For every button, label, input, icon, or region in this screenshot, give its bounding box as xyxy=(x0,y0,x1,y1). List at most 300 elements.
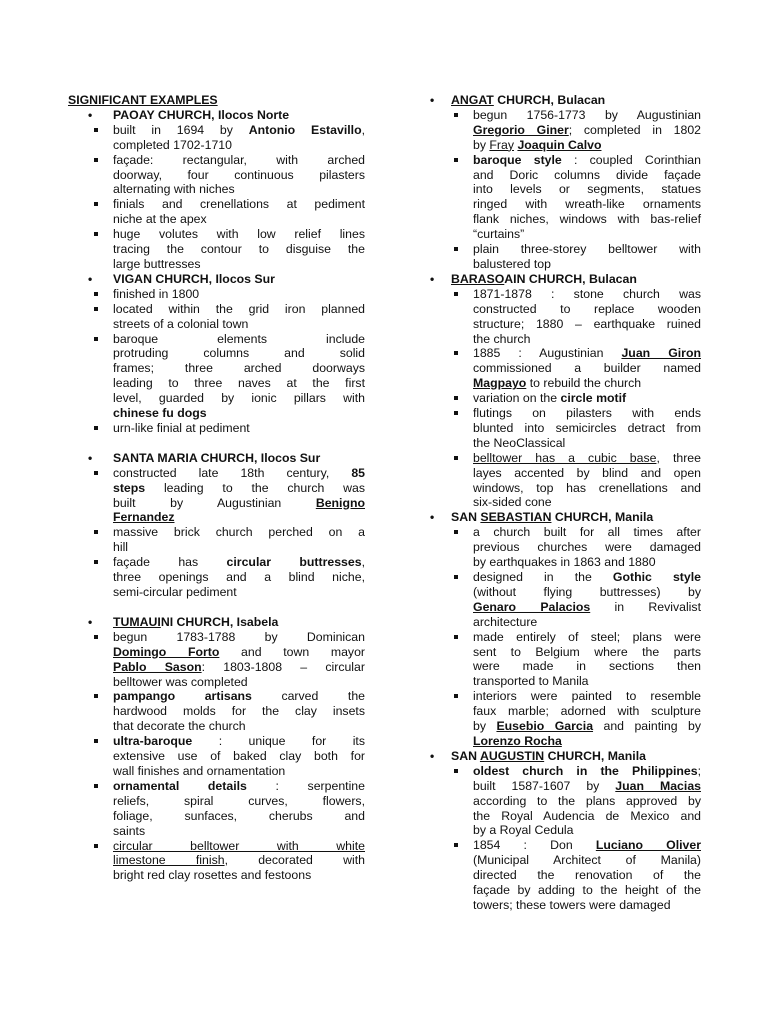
text-run: baroque style xyxy=(473,152,562,167)
text-line xyxy=(113,585,365,600)
text-line xyxy=(473,481,701,496)
text-run: Joaquin Calvo xyxy=(517,137,602,152)
text-line xyxy=(473,823,701,838)
text-line xyxy=(113,764,365,779)
text-run: massive brick church perched on a xyxy=(113,525,365,540)
text-line xyxy=(473,421,701,436)
title-part: SAN xyxy=(451,748,480,763)
text-run: in Revivalist xyxy=(590,599,701,614)
square-bullet-icon xyxy=(94,292,98,296)
text-line xyxy=(473,794,701,809)
text-line xyxy=(473,302,701,317)
text-line xyxy=(113,123,365,138)
church-entry xyxy=(427,749,701,913)
square-bullet-icon xyxy=(94,784,98,788)
square-bullet-icon xyxy=(454,769,458,773)
text-line xyxy=(113,675,365,690)
right-column xyxy=(427,93,701,913)
text-line xyxy=(473,600,701,615)
text-run: by xyxy=(473,137,490,152)
text-run: protruding columns and solid xyxy=(113,346,365,361)
feature-item xyxy=(68,153,365,198)
bullet-icon: • xyxy=(430,748,435,763)
text-run: plain three-storey belltower with xyxy=(473,242,701,257)
text-line xyxy=(113,645,365,660)
text-run: , xyxy=(361,555,365,570)
title-part: SAN xyxy=(451,510,481,525)
text-line xyxy=(113,839,365,854)
text-run: huge volutes with low relief lines xyxy=(113,227,365,242)
text-run: semi-circular pediment xyxy=(113,585,237,599)
feature-item xyxy=(427,108,701,153)
text-run: Pablo Sason xyxy=(113,659,202,674)
text-run: a church built for all times after xyxy=(473,525,701,540)
church-title xyxy=(430,271,701,287)
text-run: : unique for its xyxy=(192,734,365,749)
text-line xyxy=(473,525,701,540)
text-line xyxy=(113,361,365,376)
feature-item xyxy=(427,287,701,347)
left-column xyxy=(68,93,365,883)
text-run: 1854 : Don xyxy=(473,838,596,853)
text-run: to rebuild the church xyxy=(526,376,642,391)
text-line xyxy=(113,510,365,525)
text-run: ringed with wreath-like ornaments xyxy=(473,197,701,212)
title-underlined: ANGAT xyxy=(451,93,494,107)
church-entry xyxy=(68,615,365,883)
text-line xyxy=(473,287,701,302)
text-run: circular belltower with white xyxy=(113,838,365,853)
title-underlined: AUGUSTIN xyxy=(479,748,545,763)
title-part: NI CHURCH, Isabela xyxy=(160,614,279,629)
feature-list xyxy=(113,466,365,600)
text-run: the Royal Audencia de Mexico and xyxy=(473,808,701,823)
text-run: limestone finish xyxy=(113,853,225,868)
feature-item xyxy=(68,734,365,779)
title-part: CHURCH, Manila xyxy=(551,510,654,525)
text-line xyxy=(113,555,365,570)
feature-item xyxy=(68,839,365,884)
text-run: balustered top xyxy=(473,256,551,271)
text-run: leading to three naves at the first xyxy=(113,376,365,391)
church-entry xyxy=(427,93,701,272)
text-run: windows, top has crenellations and xyxy=(473,480,701,495)
text-run: tracing the contour to disguise the xyxy=(113,242,365,257)
text-run: (Municipal Architect of Manila) xyxy=(473,853,701,868)
church-entry xyxy=(68,108,365,272)
text-line xyxy=(473,197,701,212)
text-run: circle motif xyxy=(560,391,627,406)
square-bullet-icon xyxy=(454,351,458,355)
text-line xyxy=(113,346,365,361)
square-bullet-icon xyxy=(454,575,458,579)
text-run: built by Augustinian xyxy=(113,495,316,510)
text-run: Gothic style xyxy=(612,570,701,584)
text-run: and Doric columns divide façade xyxy=(473,167,701,182)
text-line xyxy=(473,451,701,466)
text-line xyxy=(113,257,365,272)
text-run: foliage, sunfaces, cherubs and xyxy=(113,808,365,823)
church-title xyxy=(430,748,701,764)
text-run: frames; three arched doorways xyxy=(113,361,365,376)
text-run: previous churches were damaged xyxy=(473,540,701,555)
text-run: wall finishes and ornamentation xyxy=(113,763,286,778)
bullet-icon: • xyxy=(430,93,435,107)
text-line xyxy=(113,138,365,153)
text-run: by earthquakes in 1863 and 1880 xyxy=(473,555,656,570)
church-entry xyxy=(427,272,701,511)
text-run: Juan Macias xyxy=(615,778,701,793)
text-run: Antonio Estavillo xyxy=(248,122,362,137)
text-line xyxy=(113,809,365,824)
text-line xyxy=(473,495,701,510)
feature-item xyxy=(68,779,365,839)
text-line xyxy=(473,779,701,794)
church-title xyxy=(430,510,701,525)
text-run: by a Royal Cedula xyxy=(473,823,574,838)
bullet-icon: • xyxy=(430,271,435,286)
square-bullet-icon xyxy=(94,337,98,341)
text-run: alternating with niches xyxy=(113,182,235,197)
text-run: leading to the church was xyxy=(145,480,365,495)
feature-item xyxy=(427,406,701,451)
square-bullet-icon xyxy=(454,396,458,400)
text-line xyxy=(113,391,365,406)
feature-item xyxy=(68,227,365,272)
feature-item xyxy=(68,555,365,600)
bullet-icon: • xyxy=(88,614,93,629)
text-line xyxy=(473,570,701,585)
text-run: transported to Manila xyxy=(473,674,589,689)
text-run: 1871-1878 : stone church was xyxy=(473,286,701,301)
text-line xyxy=(473,212,701,227)
text-line xyxy=(473,809,701,824)
text-line xyxy=(473,630,701,645)
text-line xyxy=(113,332,365,347)
church-title-text xyxy=(113,615,278,629)
text-run: sent to Belgium where the parts xyxy=(473,644,701,659)
text-line xyxy=(473,853,701,868)
text-run: located within the grid iron planned xyxy=(113,301,365,316)
text-run: Juan Giron xyxy=(621,346,701,361)
text-run: reliefs, spiral curves, flowers, xyxy=(113,793,365,808)
text-run: Benigno xyxy=(315,495,365,510)
text-run: constructed to replace wooden xyxy=(473,301,701,316)
church-title-text: VIGAN CHURCH, Ilocos Sur xyxy=(113,271,275,286)
text-line xyxy=(113,570,365,585)
church-title xyxy=(430,93,701,108)
text-run: level, guarded by ionic pillars with xyxy=(113,391,365,406)
text-line xyxy=(473,719,701,734)
bullet-icon: • xyxy=(430,510,435,525)
church-entry xyxy=(68,451,365,600)
title-part: CHURCH, Bulacan xyxy=(493,93,606,107)
text-line xyxy=(113,287,365,302)
text-run: flutings on pilasters with ends xyxy=(473,406,701,421)
church-title-text: SANTA MARIA CHURCH, Ilocos Sur xyxy=(113,450,321,465)
text-run: baroque elements include xyxy=(113,331,365,346)
text-run: according to the plans approved by xyxy=(473,793,701,808)
church-title xyxy=(88,271,365,287)
text-run: architecture xyxy=(473,614,538,629)
feature-item xyxy=(68,421,365,436)
text-run: the NeoClassical xyxy=(473,435,566,450)
text-line xyxy=(113,227,365,242)
square-bullet-icon xyxy=(454,530,458,534)
text-run: hill xyxy=(113,540,129,555)
text-line xyxy=(113,794,365,809)
feature-list xyxy=(451,525,701,749)
text-run: three openings and a blind niche, xyxy=(113,570,365,585)
text-run: hardwood molds for the clay insets xyxy=(113,704,365,719)
text-run: façade by adding to the height of the xyxy=(473,883,701,898)
text-run: large buttresses xyxy=(113,256,201,271)
text-run: begun 1756-1773 by Augustinian xyxy=(473,107,701,122)
text-run: , three xyxy=(656,450,701,465)
text-run: niche at the apex xyxy=(113,212,207,227)
square-bullet-icon xyxy=(94,128,98,132)
church-title-text xyxy=(451,272,637,286)
text-line xyxy=(473,257,701,272)
text-run: interiors were painted to resemble xyxy=(473,689,701,704)
text-run: structure; 1880 – earthquake ruined xyxy=(473,316,701,331)
text-run: directed the renovation of the xyxy=(473,868,701,883)
feature-item xyxy=(427,153,701,242)
square-bullet-icon xyxy=(94,530,98,534)
square-bullet-icon xyxy=(94,694,98,698)
text-line xyxy=(473,406,701,421)
square-bullet-icon xyxy=(94,739,98,743)
text-run: belltower has a cubic base xyxy=(473,450,657,465)
text-run: streets of a colonial town xyxy=(113,316,249,331)
text-run: begun 1783-1788 by Dominican xyxy=(113,629,365,644)
text-line xyxy=(113,540,365,555)
title-underlined: BARASO xyxy=(451,271,505,286)
text-line xyxy=(473,674,701,689)
text-line xyxy=(473,332,701,347)
text-line xyxy=(113,496,365,511)
square-bullet-icon xyxy=(94,844,98,848)
church-title-text: PAOAY CHURCH, Ilocos Norte xyxy=(113,107,290,122)
text-run: chinese fu dogs xyxy=(113,406,207,421)
text-line xyxy=(113,481,365,496)
church-title-text xyxy=(451,93,605,107)
text-run: completed 1702-1710 xyxy=(113,137,232,152)
text-run: ; xyxy=(697,763,701,778)
text-run: the church xyxy=(473,331,531,346)
text-line xyxy=(113,466,365,481)
feature-list xyxy=(113,630,365,883)
text-run: oldest church in the Philippines xyxy=(473,763,698,778)
text-line xyxy=(473,689,701,704)
text-run: : 1803-1808 – circular xyxy=(201,659,365,674)
text-run: commissioned a builder named xyxy=(473,361,701,376)
text-line xyxy=(113,824,365,839)
church-title-text xyxy=(451,749,646,763)
text-line xyxy=(473,659,701,674)
text-line xyxy=(113,153,365,168)
text-run: built in 1694 by xyxy=(113,122,249,137)
text-line xyxy=(473,227,701,242)
text-line xyxy=(473,168,701,183)
text-run: façade has xyxy=(113,555,227,570)
text-run: made entirely of steel; plans were xyxy=(473,629,701,644)
text-run: 85 xyxy=(351,465,365,480)
text-run: façade: rectangular, with arched xyxy=(113,152,365,167)
text-run: Fray xyxy=(489,137,515,152)
text-run: Gregorio Giner xyxy=(473,122,569,137)
text-line xyxy=(473,704,701,719)
text-line xyxy=(113,630,365,645)
text-line xyxy=(473,123,701,138)
section-heading: SIGNIFICANT EXAMPLES xyxy=(68,93,218,107)
text-run: faux marble; adorned with sculpture xyxy=(473,704,701,719)
feature-list xyxy=(451,287,701,511)
text-line xyxy=(473,153,701,168)
bullet-icon: • xyxy=(88,271,93,286)
text-line xyxy=(473,317,701,332)
church-entry xyxy=(427,510,701,749)
text-run: finials and crenellations at pediment xyxy=(113,197,365,212)
text-run: Lorenzo Rocha xyxy=(473,733,562,748)
text-run: ultra-baroque xyxy=(113,734,193,749)
text-line xyxy=(473,436,701,451)
text-line xyxy=(473,645,701,660)
square-bullet-icon xyxy=(94,158,98,162)
feature-item xyxy=(68,123,365,153)
text-line xyxy=(113,868,365,883)
church-entry xyxy=(68,272,365,436)
feature-list xyxy=(113,123,365,272)
feature-item xyxy=(68,302,365,332)
church-title xyxy=(88,450,365,466)
text-run: : serpentine xyxy=(246,778,365,793)
title-underlined: TUMAUI xyxy=(113,614,161,629)
text-line xyxy=(113,168,365,183)
feature-item xyxy=(68,525,365,555)
feature-list xyxy=(113,287,365,436)
square-bullet-icon xyxy=(454,411,458,415)
text-line xyxy=(113,719,365,734)
text-line xyxy=(473,555,701,570)
text-run: urn-like finial at pediment xyxy=(113,420,250,435)
text-run: : coupled Corinthian xyxy=(561,152,701,167)
text-line xyxy=(113,525,365,540)
feature-item xyxy=(427,525,701,570)
text-run: , decorated with xyxy=(224,853,365,868)
left-church-list xyxy=(68,108,365,883)
text-line xyxy=(473,838,701,853)
text-line xyxy=(113,212,365,227)
feature-item xyxy=(427,570,701,630)
text-run: pampango artisans xyxy=(113,689,252,704)
text-line xyxy=(473,734,701,749)
text-line xyxy=(113,689,365,704)
text-line xyxy=(113,376,365,391)
text-run: six-sided cone xyxy=(473,495,552,510)
text-run: (without flying buttresses) by xyxy=(473,584,701,599)
square-bullet-icon xyxy=(454,292,458,296)
church-title xyxy=(88,107,365,123)
text-line xyxy=(473,376,701,391)
text-line xyxy=(113,734,365,749)
text-run: into levels or segments, statues xyxy=(473,182,701,197)
title-part: AIN CHURCH, Bulacan xyxy=(504,271,637,286)
text-run: extensive use of baked clay both for xyxy=(113,749,365,764)
square-bullet-icon xyxy=(94,560,98,564)
feature-item xyxy=(68,197,365,227)
text-line xyxy=(113,302,365,317)
text-line xyxy=(473,883,701,898)
text-line xyxy=(473,242,701,257)
text-run: Luciano Oliver xyxy=(595,838,701,853)
text-line xyxy=(473,898,701,913)
square-bullet-icon xyxy=(454,843,458,847)
feature-item xyxy=(427,242,701,272)
text-line xyxy=(473,585,701,600)
text-run: carved the xyxy=(251,689,365,704)
text-run: Magpayo xyxy=(473,376,527,391)
text-run: and painting by xyxy=(593,719,701,734)
text-run: by xyxy=(473,719,497,734)
text-run: Domingo Forto xyxy=(113,644,220,659)
square-bullet-icon xyxy=(94,202,98,206)
text-run: variation on the xyxy=(473,391,561,406)
text-line xyxy=(473,868,701,883)
feature-item xyxy=(427,391,701,406)
text-run: circular buttresses xyxy=(226,555,362,570)
square-bullet-icon xyxy=(94,635,98,639)
feature-item xyxy=(68,287,365,302)
text-run: 1885 : Augustinian xyxy=(473,346,622,361)
text-line xyxy=(113,704,365,719)
text-line xyxy=(113,242,365,257)
feature-list xyxy=(451,764,701,913)
text-run: layes accented by blind and open xyxy=(473,465,701,480)
text-line xyxy=(113,421,365,436)
text-run: “curtains” xyxy=(473,227,525,242)
square-bullet-icon xyxy=(454,456,458,460)
text-run: were made in sections then xyxy=(473,659,701,674)
text-line xyxy=(473,466,701,481)
text-run: towers; these towers were damaged xyxy=(473,897,671,912)
text-run: blunted into semicircles detract from xyxy=(473,420,701,435)
text-line xyxy=(473,361,701,376)
text-line xyxy=(113,749,365,764)
text-run: finished in 1800 xyxy=(113,286,200,301)
square-bullet-icon xyxy=(94,307,98,311)
text-run: that decorate the church xyxy=(113,719,246,734)
square-bullet-icon xyxy=(94,232,98,236)
feature-item xyxy=(427,630,701,690)
square-bullet-icon xyxy=(454,113,458,117)
text-line xyxy=(113,197,365,212)
text-line xyxy=(473,346,701,361)
text-run: Genaro Palacios xyxy=(473,599,591,614)
feature-list xyxy=(451,108,701,272)
text-run: , xyxy=(361,122,366,137)
text-run: Eusebio Garcia xyxy=(496,719,594,734)
feature-item xyxy=(427,689,701,749)
feature-item xyxy=(427,451,701,511)
feature-item xyxy=(427,764,701,839)
square-bullet-icon xyxy=(94,471,98,475)
text-line xyxy=(113,779,365,794)
text-line xyxy=(113,406,365,421)
text-line xyxy=(113,317,365,332)
text-run: Fernandez xyxy=(113,510,175,525)
text-line xyxy=(473,108,701,123)
